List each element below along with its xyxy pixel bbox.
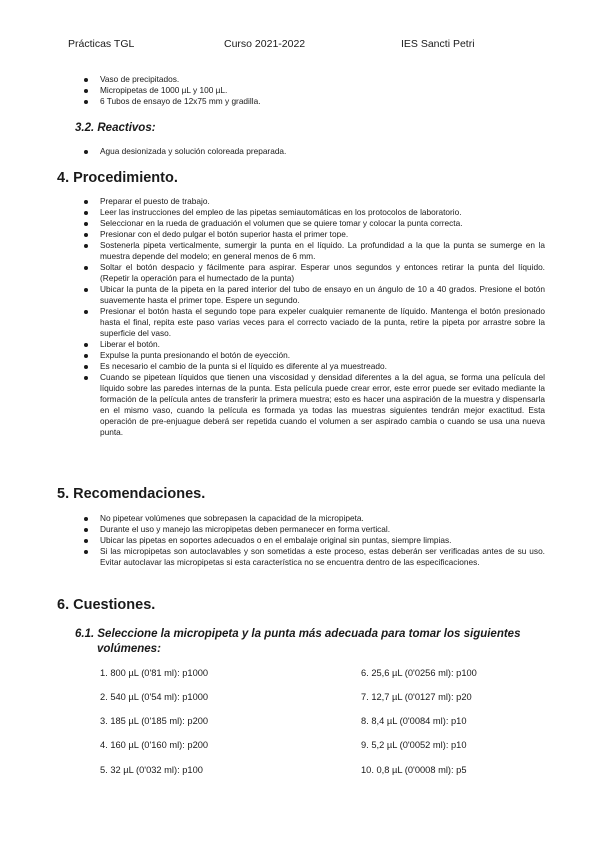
answer-item: 7. 12,7 µL (0'0127 ml): p20 xyxy=(361,692,472,702)
list-item: Leer las instrucciones del empleo de las pipetas semiautomáticas en los protocolos de laboratorio. xyxy=(81,207,545,218)
list-item: Vaso de precipitados. xyxy=(81,74,545,85)
list-item: Preparar el puesto de trabajo. xyxy=(81,196,545,207)
answer-item: 3. 185 µL (0'185 ml): p200 xyxy=(100,716,209,726)
procedimiento-heading: 4. Procedimiento. xyxy=(57,170,178,186)
list-item: Ubicar las pipetas en soportes adecuados o en el embalaje original sin puntas, siempre limpias. xyxy=(81,535,545,546)
reactivos-heading: 3.2. Reactivos: xyxy=(75,122,156,134)
list-item: Expulse la punta presionando el botón de eyección. xyxy=(81,350,545,361)
answer-item: 4. 160 µL (0'160 ml): p200 xyxy=(100,740,209,750)
list-item: Cuando se pipetean líquidos que tienen una viscosidad y densidad diferentes a la del agua, se forma una película del líquido sobre las paredes internas de la punta. Esta película puede crear error, este error puede ser evitado mediante la formación de la película antes de transferir la primera muestra; esto es hacer una aspiración de la muestra y dispensarla en el mismo vaso, cuando la película es formada ya todas las muestras siguientes tendrán mejor exactitud. Esta operación de pre-enjuague deberá ser repetida cuando el volumen a ser aspirado cambia o cuando se usa una nueva punta. xyxy=(81,372,545,438)
answer-item: 1. 800 µL (0'81 ml): p1000 xyxy=(100,668,209,678)
recomendaciones-list xyxy=(81,513,545,568)
list-item: Micropipetas de 1000 µL y 100 µL. xyxy=(81,85,545,96)
procedimiento-list xyxy=(81,196,545,438)
cuestiones-heading: 6. Cuestiones. xyxy=(57,597,156,613)
header-subject: Prácticas TGL xyxy=(68,38,135,50)
list-item: Sostenerla pipeta verticalmente, sumergir la punta en el líquido. La profundidad a la que la punta se sumerge en la muestra depende del modelo; en general menos de 6 mm. xyxy=(81,240,545,262)
header-school: IES Sancti Petri xyxy=(401,38,475,50)
list-item: Seleccionar en la rueda de graduación el volumen que se quiere tomar y colocar la punta correcta. xyxy=(81,218,545,229)
answer-item: 2. 540 µL (0'54 ml): p1000 xyxy=(100,692,209,702)
list-item: Si las micropipetas son autoclavables y son sometidas a este proceso, estas deberán ser verificadas antes de su uso. Evitar autoclavar las micropipetas si esta característica no se encuentra dentro de las especificaciones. xyxy=(81,546,545,568)
list-item: Agua desionizada y solución coloreada preparada. xyxy=(81,146,545,157)
cuestiones-subheading-cont: volúmenes: xyxy=(97,643,161,655)
header-course: Curso 2021-2022 xyxy=(224,38,306,50)
answer-item: 8. 8,4 µL (0'0084 ml): p10 xyxy=(361,716,467,726)
list-item: Presionar el botón hasta el segundo tope para expeler cualquier remanente de líquido. Mantenga el botón presionado hasta el final, repita este paso varias veces para el correcto vaciado de la punta, retire la pipeta por arrastre sobre la superficie del vaso. xyxy=(81,306,545,339)
cuestiones-subheading: 6.1. Seleccione la micropipeta y la punta más adecuada para tomar los siguientes xyxy=(75,628,521,640)
recomendaciones-heading: 5. Recomendaciones. xyxy=(57,486,206,502)
answer-item: 9. 5,2 µL (0'0052 ml): p10 xyxy=(361,740,467,750)
list-item: No pipetear volúmenes que sobrepasen la capacidad de la micropipeta. xyxy=(81,513,545,524)
list-item: Soltar el botón despacio y fácilmente para aspirar. Esperar unos segundos y entonces retirar la punta del líquido. (Repetir la operación para el humectado de la punta) xyxy=(81,262,545,284)
list-item: 6 Tubos de ensayo de 12x75 mm y gradilla. xyxy=(81,96,545,107)
list-item: Durante el uso y manejo las micropipetas deben permanecer en forma vertical. xyxy=(81,524,545,535)
list-item: Ubicar la punta de la pipeta en la pared interior del tubo de ensayo en un ángulo de 10 a 40 grados. Presione el botón suavemente hasta el primer tope. Espere un segundo. xyxy=(81,284,545,306)
answer-item: 6. 25,6 µL (0'0256 ml): p100 xyxy=(361,668,477,678)
answer-item: 5. 32 µL (0'032 ml): p100 xyxy=(100,765,203,775)
list-item: Liberar el botón. xyxy=(81,339,545,350)
reactivos-list xyxy=(81,146,545,157)
list-item: Es necesario el cambio de la punta si el líquido es diferente al ya muestreado. xyxy=(81,361,545,372)
answer-item: 10. 0,8 µL (0'0008 ml): p5 xyxy=(361,765,467,775)
list-item: Presionar con el dedo pulgar el botón superior hasta el primer tope. xyxy=(81,229,545,240)
materials-list xyxy=(81,74,545,107)
